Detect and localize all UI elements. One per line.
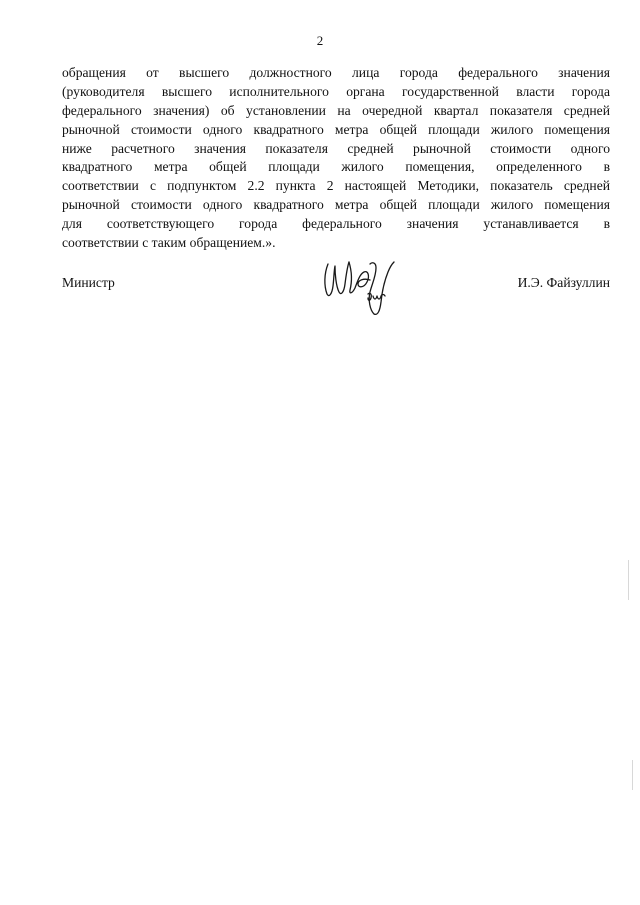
body-paragraph — [62, 64, 610, 253]
scan-artifact — [628, 560, 629, 600]
paragraph-line: для соответствующего города федерального значения устанавливается в — [62, 216, 610, 232]
paragraph-line: рыночной стоимости одного квадратного метра общей площади жилого помещения — [62, 121, 610, 137]
handwritten-signature — [318, 256, 398, 320]
paragraph-line: соответствии с подпунктом 2.2 пункта 2 настоящей Методики, показатель средней — [62, 178, 610, 194]
signer-name: И.Э. Файзуллин — [517, 275, 610, 290]
paragraph-line: рыночной стоимости одного квадратного метра общей площади жилого помещения — [62, 197, 610, 213]
paragraph-line: обращения от высшего должностного лица города федерального значения — [62, 65, 610, 80]
paragraph-line: федерального значения) об установлении на очередной квартал показателя средней — [62, 102, 610, 118]
paragraph-line: квадратного метра общей площади жилого помещения, определенного в — [62, 159, 610, 175]
page-number: 2 — [316, 33, 324, 48]
paragraph-line: соответствии с таким обращением.». — [62, 235, 276, 251]
signature-block — [62, 270, 610, 340]
position-title: Министр — [62, 275, 115, 290]
scan-artifact — [632, 760, 633, 790]
paragraph-line: ниже расчетного значения показателя средней рыночной стоимости одного — [62, 140, 610, 156]
paragraph-line: (руководителя высшего исполнительного органа государственной власти города — [62, 83, 610, 99]
